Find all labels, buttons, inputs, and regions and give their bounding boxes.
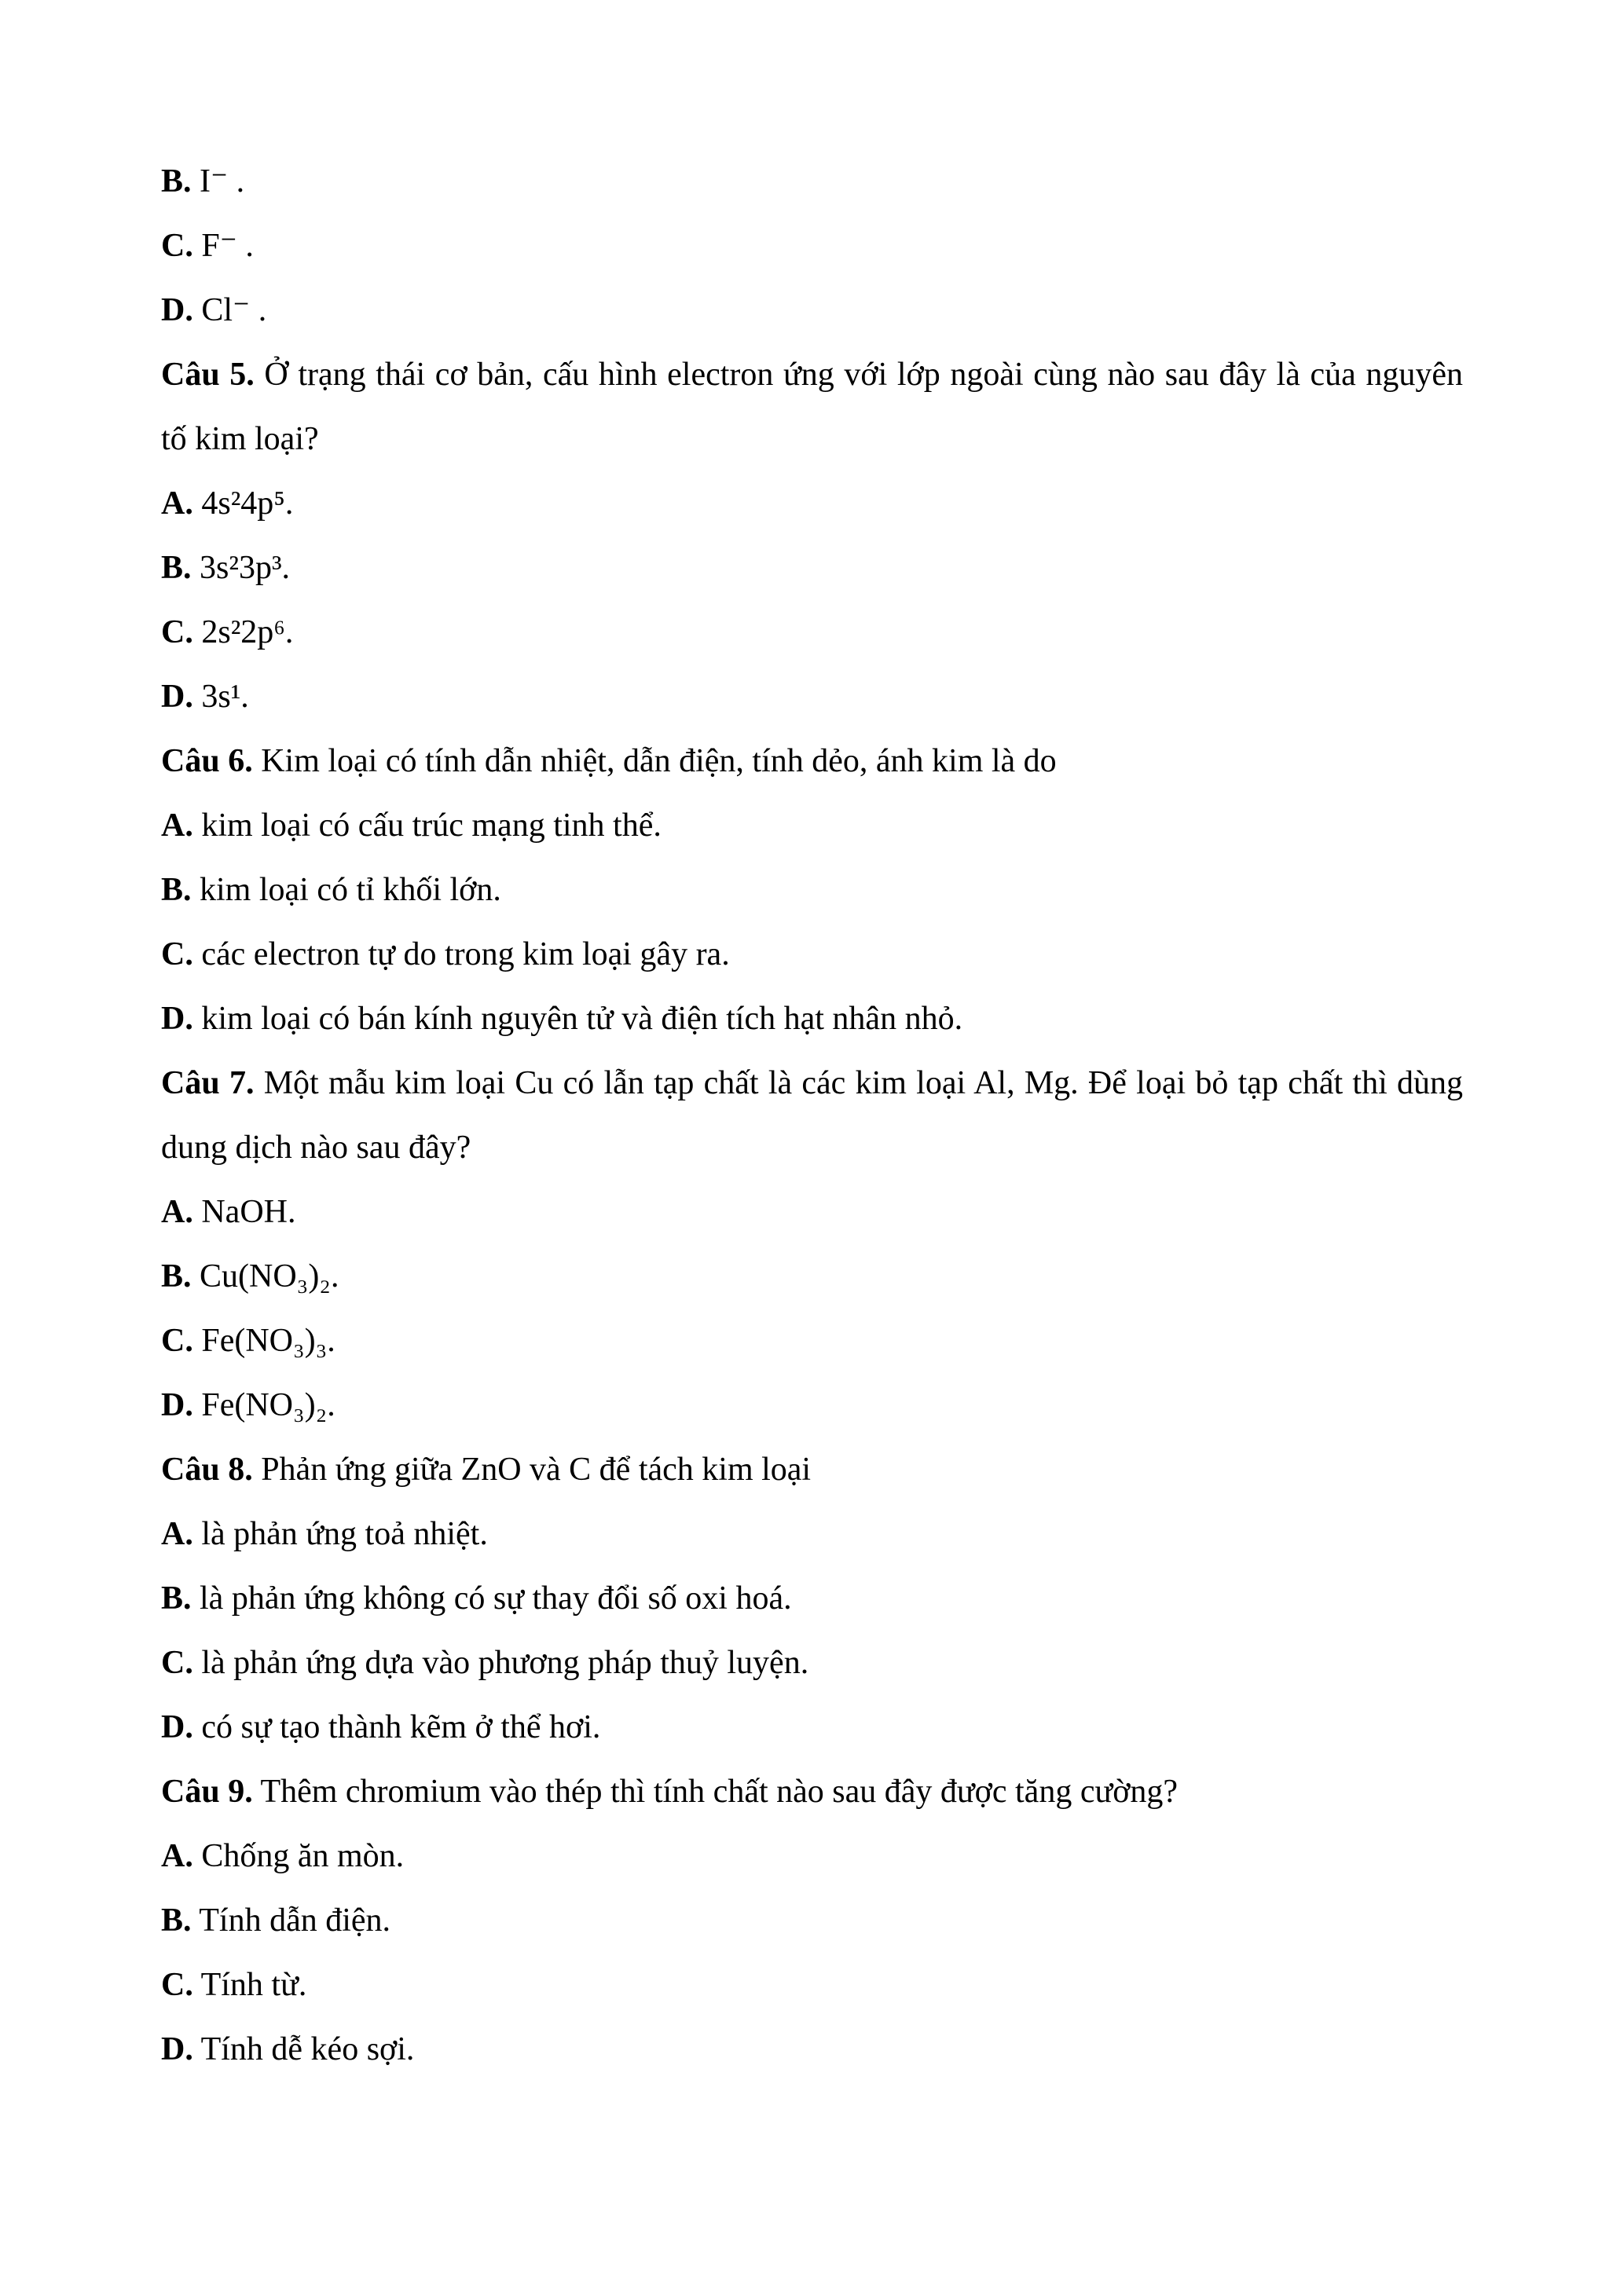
option-label: D. — [161, 2031, 193, 2067]
option-text: F⁻ . — [192, 228, 254, 264]
option-line — [161, 214, 1463, 278]
option-line — [161, 1566, 1463, 1631]
option-text: Tính dẫn điện. — [191, 1902, 391, 1939]
option-line — [161, 1953, 1463, 2017]
option-label: B. — [161, 1902, 192, 1939]
option-label: C. — [161, 1967, 193, 2003]
question-line — [161, 1760, 1463, 1824]
option-text: Fe(NO₃)₃. — [192, 1323, 335, 1359]
question-text: Thêm chromium vào thép thì tính chất nào sau đây được tăng cường? — [252, 1774, 1179, 1810]
option-line — [161, 536, 1463, 600]
option-text: NaOH. — [192, 1194, 296, 1230]
option-text: I⁻ . — [191, 163, 245, 200]
option-label: A. — [161, 1838, 193, 1874]
option-text: Fe(NO₃)₂. — [192, 1387, 335, 1423]
option-text: kim loại có cấu trúc mạng tinh thể. — [192, 807, 662, 844]
option-line — [161, 1309, 1463, 1373]
option-label: D. — [161, 1709, 193, 1745]
question-line — [161, 1051, 1463, 1180]
option-label: A. — [161, 1516, 193, 1552]
option-label: A. — [161, 807, 193, 844]
question-number: Câu 8. — [161, 1452, 253, 1488]
option-text: các electron tự do trong kim loại gây ra. — [192, 936, 730, 972]
option-text: 3s¹. — [192, 679, 249, 715]
question-line — [161, 1437, 1463, 1502]
option-text: kim loại có tỉ khối lớn. — [191, 872, 501, 908]
option-label: D. — [161, 679, 193, 715]
question-text: Ở trạng thái cơ bản, cấu hình electron ứng với lớp ngoài cùng nào sau đây là của nguyên tố kim loại? — [161, 357, 1463, 457]
option-line — [161, 1502, 1463, 1566]
option-text: Chống ăn mòn. — [192, 1838, 405, 1874]
option-line — [161, 793, 1463, 858]
option-line — [161, 1244, 1463, 1309]
option-label: A. — [161, 485, 193, 522]
option-label: B. — [161, 550, 192, 586]
option-text: là phản ứng toả nhiệt. — [192, 1516, 488, 1552]
option-text: kim loại có bán kính nguyên tử và điện tích hạt nhân nhỏ. — [192, 1001, 963, 1037]
option-label: B. — [161, 872, 192, 908]
question-number: Câu 5. — [161, 357, 255, 393]
option-label: D. — [161, 1001, 193, 1037]
option-label: C. — [161, 936, 193, 972]
option-text: là phản ứng không có sự thay đổi số oxi hoá. — [191, 1580, 792, 1617]
option-label: C. — [161, 1323, 193, 1359]
option-label: B. — [161, 1258, 192, 1294]
option-line — [161, 278, 1463, 342]
option-label: B. — [161, 1580, 192, 1617]
option-label: D. — [161, 1387, 193, 1423]
option-text: 3s²3p³. — [191, 550, 291, 586]
option-line — [161, 1631, 1463, 1695]
option-text: 2s²2p⁶. — [192, 614, 294, 650]
option-line — [161, 1373, 1463, 1437]
option-label: A. — [161, 1194, 193, 1230]
option-text: Cl⁻ . — [192, 292, 267, 328]
option-text: Tính từ. — [192, 1967, 307, 2003]
option-line — [161, 1695, 1463, 1760]
option-label: C. — [161, 228, 193, 264]
option-line — [161, 471, 1463, 536]
question-text: Phản ứng giữa ZnO và C để tách kim loại — [252, 1452, 812, 1488]
option-text: Cu(NO₃)₂. — [191, 1258, 339, 1294]
option-label: C. — [161, 614, 193, 650]
question-number: Câu 6. — [161, 743, 253, 779]
option-text: là phản ứng dựa vào phương pháp thuỷ luyện. — [192, 1645, 809, 1681]
question-number: Câu 7. — [161, 1065, 255, 1101]
option-line — [161, 987, 1463, 1051]
question-line — [161, 342, 1463, 471]
option-text: 4s²4p⁵. — [192, 485, 294, 522]
option-line — [161, 1824, 1463, 1888]
option-line — [161, 665, 1463, 729]
option-text: Tính dễ kéo sợi. — [192, 2031, 415, 2067]
option-line — [161, 922, 1463, 987]
option-line — [161, 149, 1463, 214]
option-line — [161, 600, 1463, 665]
question-number: Câu 9. — [161, 1774, 253, 1810]
option-label: B. — [161, 163, 192, 200]
option-line — [161, 2017, 1463, 2082]
question-text: Kim loại có tính dẫn nhiệt, dẫn điện, tính dẻo, ánh kim là do — [252, 743, 1057, 779]
option-line — [161, 1180, 1463, 1244]
question-line — [161, 729, 1463, 793]
option-label: C. — [161, 1645, 193, 1681]
question-text: Một mẫu kim loại Cu có lẫn tạp chất là các kim loại Al, Mg. Để loại bỏ tạp chất thì dùng dung dịch nào sau đây? — [161, 1065, 1463, 1166]
option-label: D. — [161, 292, 193, 328]
option-line — [161, 1888, 1463, 1953]
option-text: có sự tạo thành kẽm ở thể hơi. — [192, 1709, 601, 1745]
option-line — [161, 858, 1463, 922]
